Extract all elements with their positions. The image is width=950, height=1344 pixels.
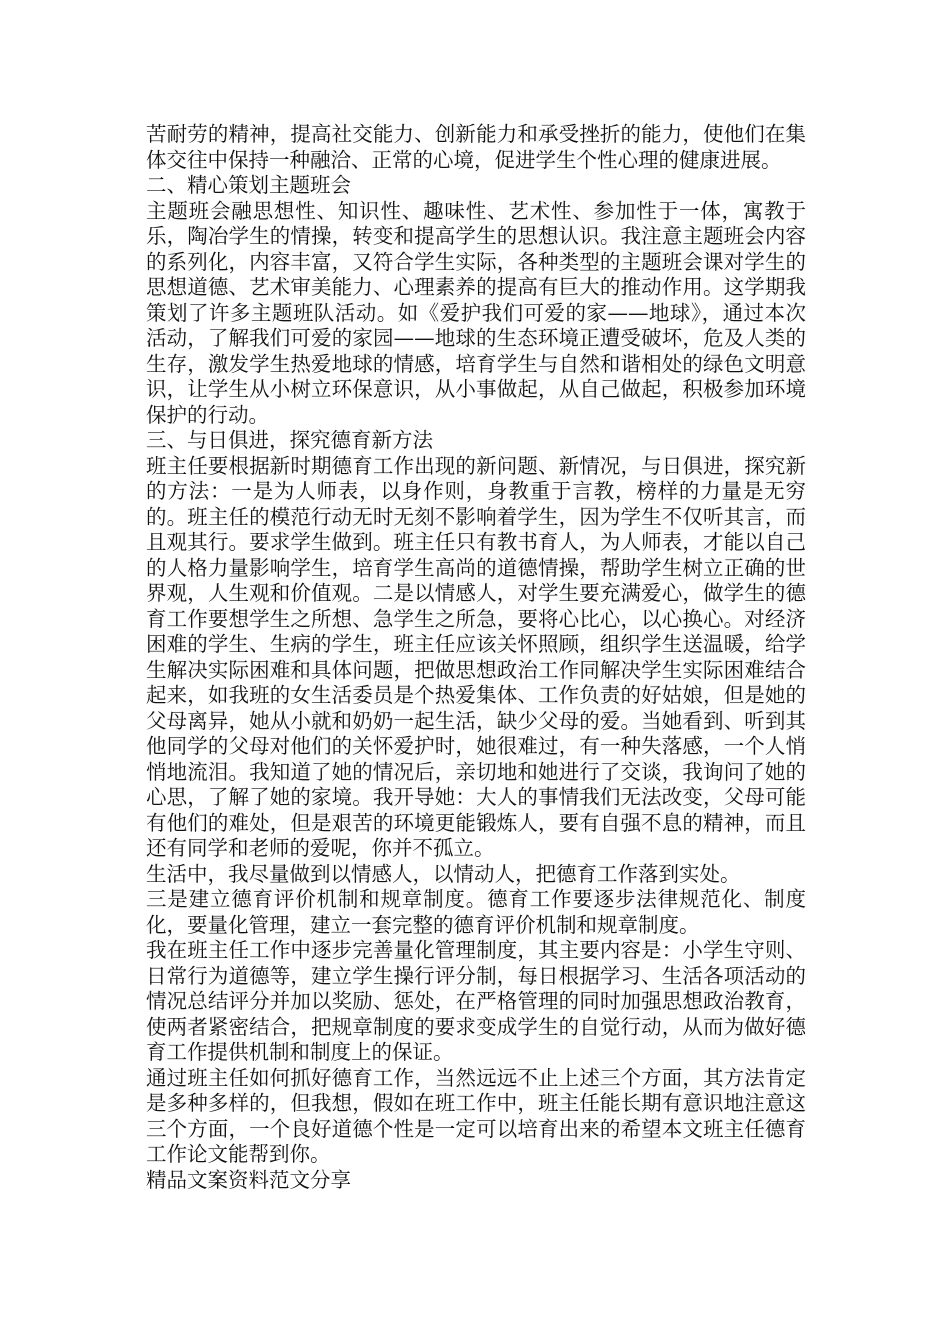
footer-note: 精品文案资料范文分享 [146, 1167, 351, 1192]
paragraph-1: 苦耐劳的精神，提高社交能力、创新能力和承受挫折的能力，使他们在集体交往中保持一种融洽、正常的心境，促进学生个性心理的健康进展。 [146, 122, 806, 172]
paragraph-9: 通过班主任如何抓好德育工作，当然远远不止上述三个方面，其方法肯定是多种多样的，但我想，假如在班工作中，班主任能长期有意识地注意这三个方面，一个良好道德个性是一定可以培育出来的希望本文班主任德育工作论文能帮到你。 [146, 1065, 806, 1166]
paragraph-8: 我在班主任工作中逐步完善量化管理制度，其主要内容是：小学生守则、日常行为道德等，建立学生操行评分制，每日根据学习、生活各项活动的情况总结评分并加以奖励、惩处，在严格管理的同时加强思想政治教育，使两者紧密结合，把规章制度的要求变成学生的自觉行动，从而为做好德育工作提供机制和制度上的保证。 [146, 938, 806, 1064]
section-heading-2: 二、精心策划主题班会 [146, 173, 351, 197]
document-page [146, 122, 806, 1193]
section-heading-3: 三、与日俱进，探究德育新方法 [146, 428, 433, 452]
paragraph-3: 主题班会融思想性、知识性、趣味性、艺术性、参加性于一体，寓教于乐，陶冶学生的情操，转变和提高学生的思想认识。我注意主题班会内容的系列化，内容丰富，又符合学生实际，各种类型的主题班会课对学生的思想道德、艺术审美能力、心理素养的提高有巨大的推动作用。这学期我策划了许多主题班队活动。如《爱护我们可爱的家——地球》，通过本次活动，了解我们可爱的家园——地球的生态环境正遭受破坏，危及人类的生存，激发学生热爱地球的情感，培育学生与自然和谐相处的绿色文明意识，让学生从小树立环保意识，从小事做起，从自己做起，积极参加环境保护的行动。 [146, 198, 806, 427]
paragraph-5: 班主任要根据新时期德育工作出现的新问题、新情况，与日俱进，探究新的方法：一是为人师表，以身作则，身教重于言教，榜样的力量是无穷的。班主任的模范行动无时无刻不影响着学生，因为学生不仅听其言，而且观其行。要求学生做到。班主任只有教书育人，为人师表，才能以自己的人格力量影响学生，培育学生高尚的道德情操，帮助学生树立正确的世界观，人生观和价值观。二是以情感人，对学生要充满爱心，做学生的德育工作要想学生之所想、急学生之所急，要将心比心，以心换心。对经济困难的学生、生病的学生，班主任应该关怀照顾，组织学生送温暖，给学生解决实际困难和具体问题，把做思想政治工作同解决学生实际困难结合起来，如我班的女生活委员是个热爱集体、工作负责的好姑娘，但是她的父母离异，她从小就和奶奶一起生活，缺少父母的爱。当她看到、听到其他同学的父母对他们的关怀爱护时，她很难过，有一种失落感，一个人悄悄地流泪。我知道了她的情况后，亲切地和她进行了交谈，我询问了她的心思，了解了她的家境。我开导她：大人的事情我们无法改变，父母可能有他们的难处，但是艰苦的环境更能锻炼人，要有自强不息的精神，而且还有同学和老师的爱呢，你并不孤立。 [146, 453, 806, 860]
paragraph-6: 生活中，我尽量做到以情感人，以情动人，把德育工作落到实处。 [146, 861, 741, 886]
paragraph-7: 三是建立德育评价机制和规章制度。德育工作要逐步法律规范化、制度化，要量化管理，建立一套完整的德育评价机制和规章制度。 [146, 887, 806, 937]
